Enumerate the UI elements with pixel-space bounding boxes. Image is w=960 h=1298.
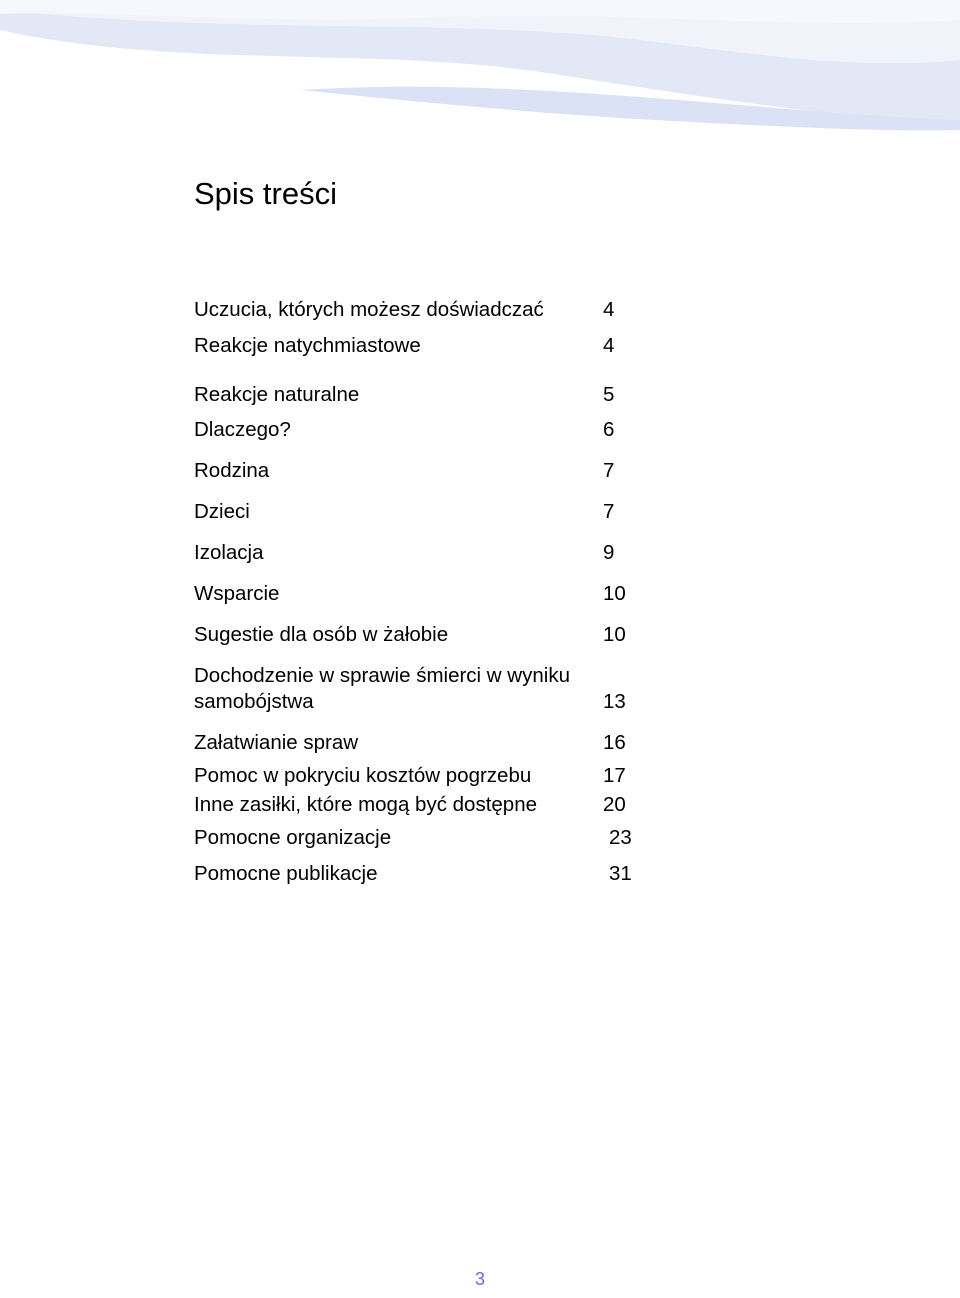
- toc-page-number: 17: [603, 764, 626, 787]
- toc-page-number: 7: [603, 459, 615, 482]
- toc-page-number: 4: [603, 298, 615, 321]
- toc-page-number: 10: [603, 582, 626, 605]
- toc-page-number: 7: [603, 500, 615, 523]
- page-title: Spis treści: [194, 176, 337, 211]
- toc-entry-label: Izolacja: [194, 541, 264, 564]
- toc-page-number: 4: [603, 334, 615, 357]
- toc-page-number: 16: [603, 731, 626, 754]
- toc-entry-label: Reakcje naturalne: [194, 383, 360, 406]
- toc-entry-label: Wsparcie: [194, 582, 280, 605]
- toc-entry-label: Załatwianie spraw: [194, 731, 359, 754]
- toc-entry-label: Dochodzenie w sprawie śmierci w wyniku: [194, 664, 570, 687]
- toc-entry-label: Reakcje natychmiastowe: [194, 334, 421, 357]
- toc-entry-label: Dlaczego?: [194, 418, 291, 441]
- toc-page-number: 9: [603, 541, 615, 564]
- toc-page-number: 31: [609, 862, 632, 885]
- toc-entry-label: Rodzina: [194, 459, 270, 482]
- toc-entry-label: Inne zasiłki, które mogą być dostępne: [194, 793, 537, 816]
- toc-entry-label: Sugestie dla osób w żałobie: [194, 623, 449, 646]
- toc-page-number: 20: [603, 793, 626, 816]
- toc-entry-label: Pomoc w pokryciu kosztów pogrzebu: [194, 764, 532, 787]
- page-number: 3: [474, 1269, 485, 1289]
- toc-entry-label: Pomocne organizacje: [194, 826, 392, 849]
- toc-page-number: 6: [603, 418, 615, 441]
- toc-page-number: 23: [609, 826, 632, 849]
- toc-entry-label: Pomocne publikacje: [194, 862, 378, 885]
- toc-page-number: 10: [603, 623, 626, 646]
- toc-entry-label: Uczucia, których możesz doświadczać: [194, 298, 544, 321]
- toc-page-number: 13: [603, 690, 626, 713]
- toc-page-number: 5: [603, 383, 615, 406]
- toc-entry-label-continued: samobójstwa: [194, 690, 314, 713]
- toc-entry-label: Dzieci: [194, 500, 250, 523]
